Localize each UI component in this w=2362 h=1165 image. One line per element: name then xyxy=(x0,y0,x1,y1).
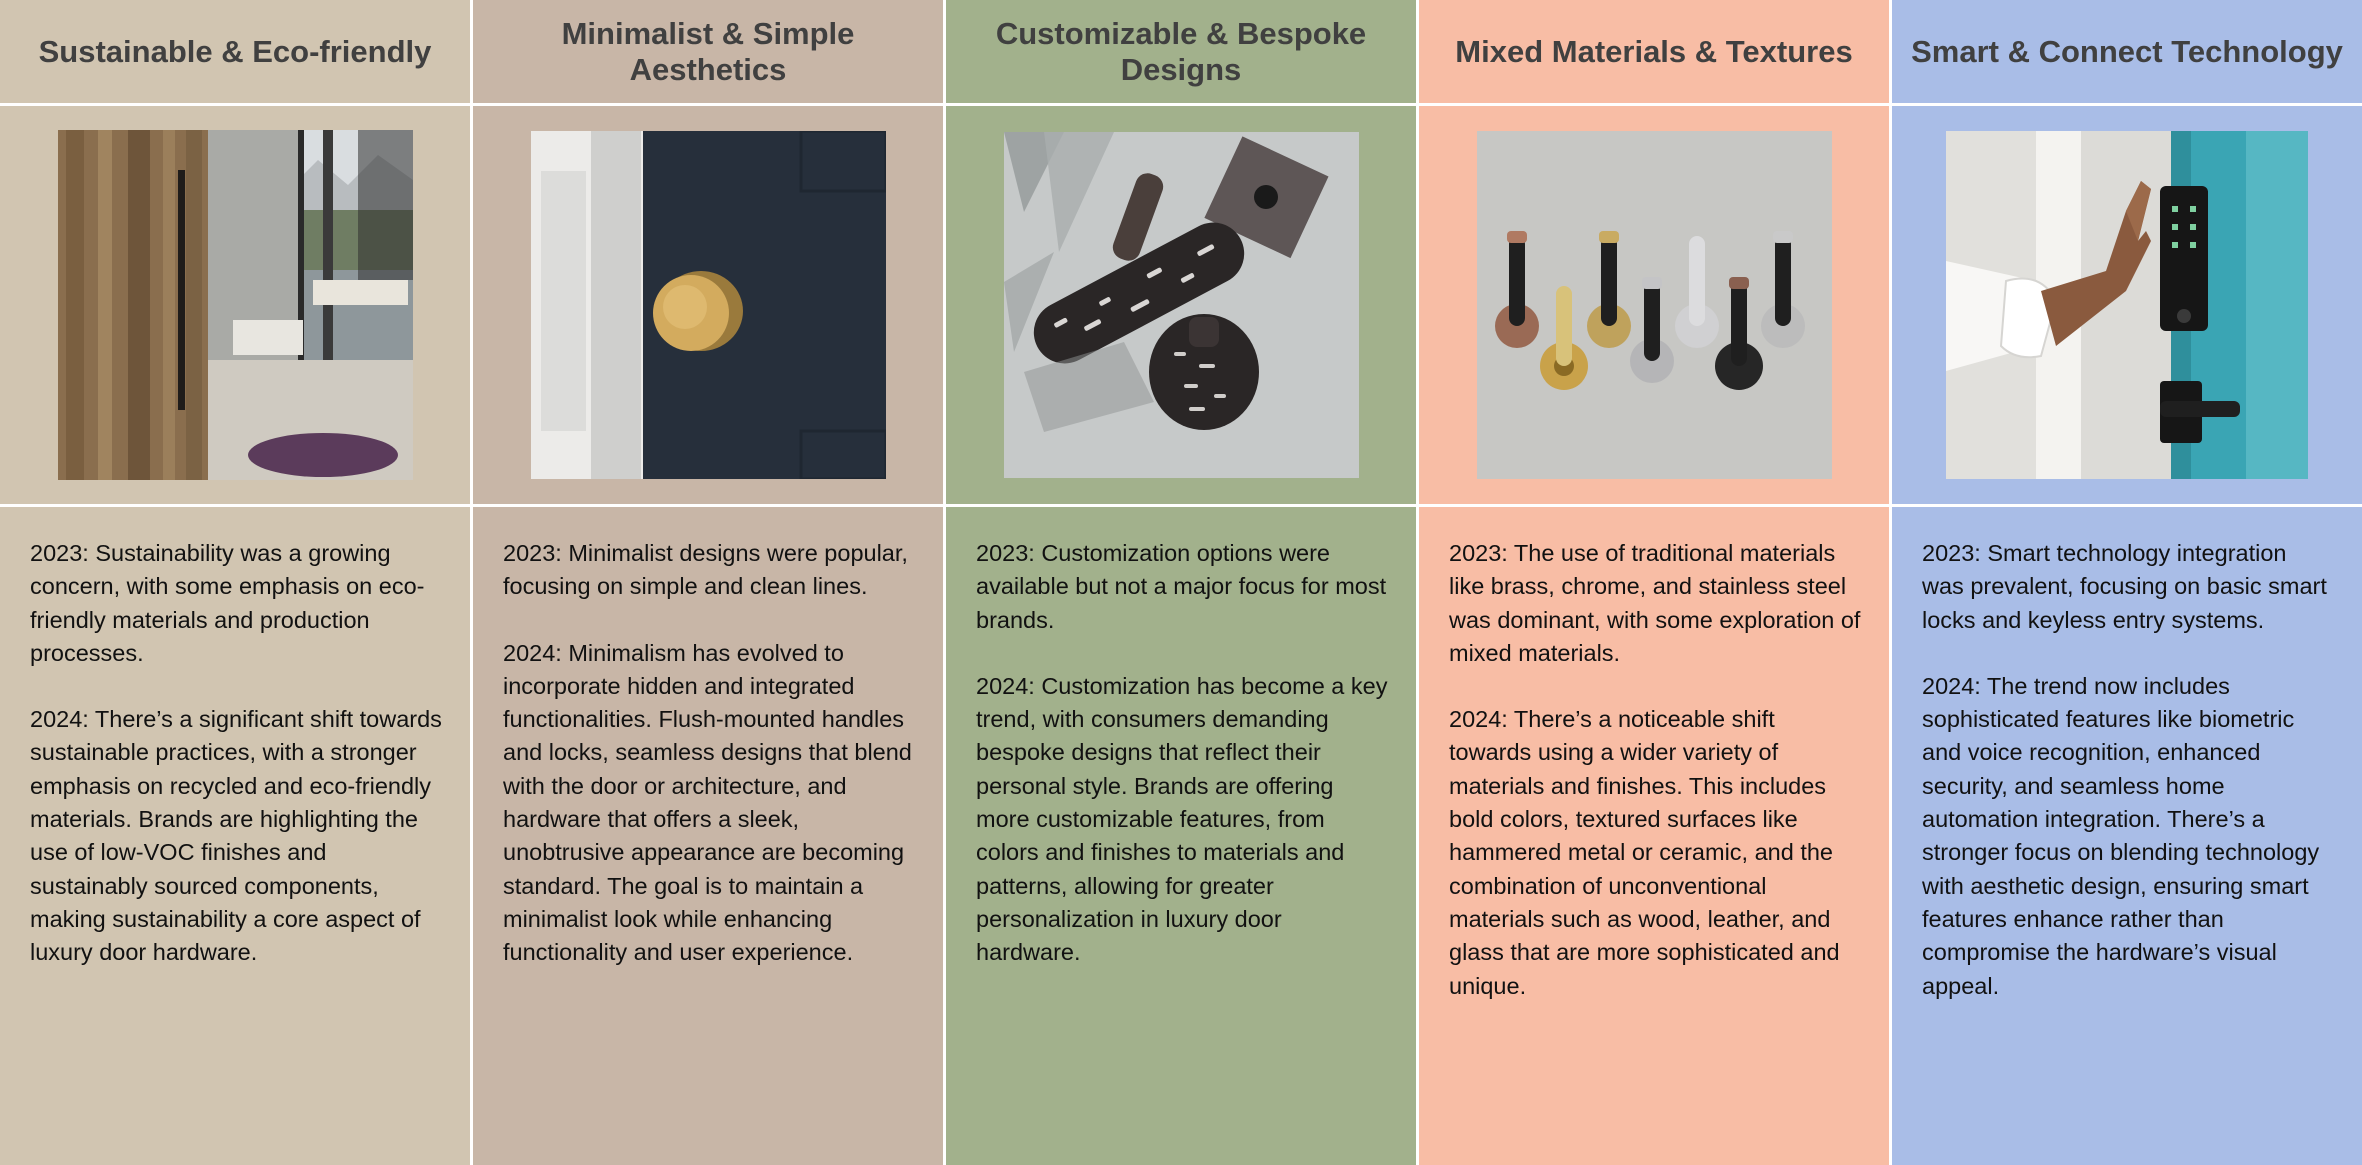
smart-lock-photo xyxy=(1946,131,2308,479)
text-2023: 2023: The use of traditional materials like brass, chrome, and stainless steel was dominant, with some exploration of mixed materials. xyxy=(1449,540,1861,666)
text-2023: 2023: Sustainability was a growing concern, with some emphasis on eco-friendly materials and production processes. xyxy=(30,540,425,666)
brass-knob-photo xyxy=(531,131,886,479)
text-2023: 2023: Minimalist designs were popular, focusing on simple and clean lines. xyxy=(503,540,908,600)
knob-image xyxy=(473,106,943,504)
column-sustainable xyxy=(0,0,470,1165)
smart-lock-image xyxy=(1892,106,2362,504)
levers-image xyxy=(1419,106,1889,504)
text-2024: 2024: Customization has become a key trend, with consumers demanding bespoke designs that reflect their personal style. Brands are offering more customizable features, from colors and finishes to materials and patterns, allowing for greater personalization in luxury door hardware. xyxy=(976,672,1388,966)
column-title: Smart & Connect Technology xyxy=(1892,0,2362,103)
text-2023: 2023: Smart technology integration was prevalent, focusing on basic smart locks and keyless entry systems. xyxy=(1922,540,2327,633)
column-customizable xyxy=(946,0,1416,1165)
text-2024: 2024: There’s a noticeable shift towards using a wider variety of materials and finishes. This includes bold colors, textured surfaces like hammered metal or ceramic, and the combination of unconventional materials such as wood, leather, and glass that are more sophisticated and unique. xyxy=(1449,706,1840,999)
column-minimalist xyxy=(473,0,943,1165)
column-title: Minimalist & Simple Aesthetics xyxy=(473,0,943,103)
column-description xyxy=(1419,507,1889,1165)
column-mixed-materials xyxy=(1419,0,1889,1165)
column-title: Mixed Materials & Textures xyxy=(1419,0,1889,103)
text-2023: 2023: Customization options were available but not a major focus for most brands. xyxy=(976,540,1387,633)
barn-door-photo xyxy=(58,130,413,480)
column-description xyxy=(473,507,943,1165)
column-title: Sustainable & Eco-friendly xyxy=(0,0,470,103)
column-description xyxy=(0,507,470,1165)
column-title: Customizable & Bespoke Designs xyxy=(946,0,1416,103)
text-2024: 2024: The trend now includes sophisticated features like biometric and voice recognition, enhanced security, and seamless home automation integration. There’s a stronger focus on blending technology with aesthetic design, ensuring smart features enhance rather than compromise the hardware’s visual appeal. xyxy=(1922,672,2320,999)
handles-image xyxy=(946,106,1416,504)
column-smart-technology xyxy=(1892,0,2362,1165)
column-description xyxy=(946,507,1416,1165)
mixed-levers-photo xyxy=(1477,131,1832,479)
text-2024: 2024: Minimalism has evolved to incorporate hidden and integrated functionalities. Flush-mounted handles and locks, seamless designs that blend with the door or architecture, and hardware that offers a sleek, unobtrusive appearance are becoming standard. The goal is to maintain a minimalist look while enhancing functionality and user experience. xyxy=(503,639,912,966)
patterned-handles-photo xyxy=(1004,132,1359,478)
text-2024: 2024: There’s a significant shift towards sustainable practices, with a stronger emphasis on recycled and eco-friendly materials. Brands are highlighting the use of low-VOC finishes and sustainably sourced components, making sustainability a core aspect of luxury door hardware. xyxy=(30,706,442,966)
barn-door-image xyxy=(0,106,470,504)
column-description xyxy=(1892,507,2362,1165)
